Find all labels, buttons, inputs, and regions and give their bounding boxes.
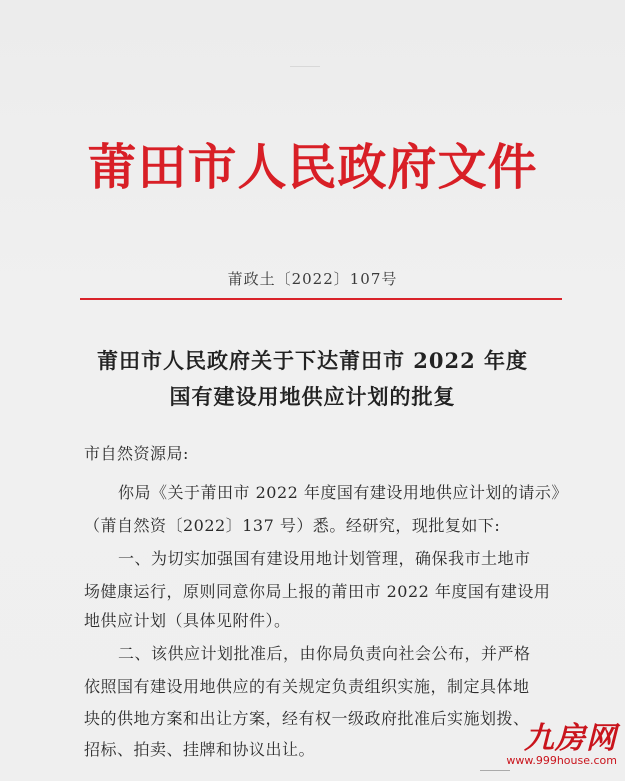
site-watermark	[506, 723, 617, 767]
scan-mark	[290, 66, 320, 67]
body-line: 你局《关于莆田市 2022 年度国有建设用地供应计划的请示》	[118, 483, 568, 502]
body-line: 地供应计划（具体见附件）。	[84, 611, 291, 630]
body-line: 招标、拍卖、挂牌和协议出让。	[84, 740, 316, 759]
salutation: 市自然资源局:	[84, 444, 189, 463]
body-line: （莆自然资〔2022〕137 号）悉。经研究，现批复如下:	[84, 516, 501, 535]
body-line: 一、为切实加强国有建设用地计划管理，确保我市土地市	[118, 549, 531, 568]
body-line: 依照国有建设用地供应的有关规定负责组织实施，制定具体地	[84, 677, 530, 696]
red-divider-line	[80, 298, 562, 300]
watermark-logo: 九房网	[524, 721, 617, 756]
document-header: 莆田市人民政府文件	[87, 138, 538, 196]
document-number: 莆政土〔2022〕107号	[227, 270, 398, 288]
body-line: 场健康运行，原则同意你局上报的莆田市 2022 年度国有建设用	[84, 582, 551, 601]
page-edge-mark	[480, 770, 510, 771]
document-title-line-2: 国有建设用地供应计划的批复	[169, 384, 456, 409]
body-line: 二、该供应计划批准后，由你局负责向社会公布，并严格	[118, 644, 531, 663]
watermark-url: www.999house.com	[506, 754, 617, 767]
body-line: 块的供地方案和出让方案，经有权一级政府批准后实施划拨、	[84, 709, 530, 728]
document-title-line-1: 莆田市人民政府关于下达莆田市 2022 年度	[96, 348, 529, 373]
